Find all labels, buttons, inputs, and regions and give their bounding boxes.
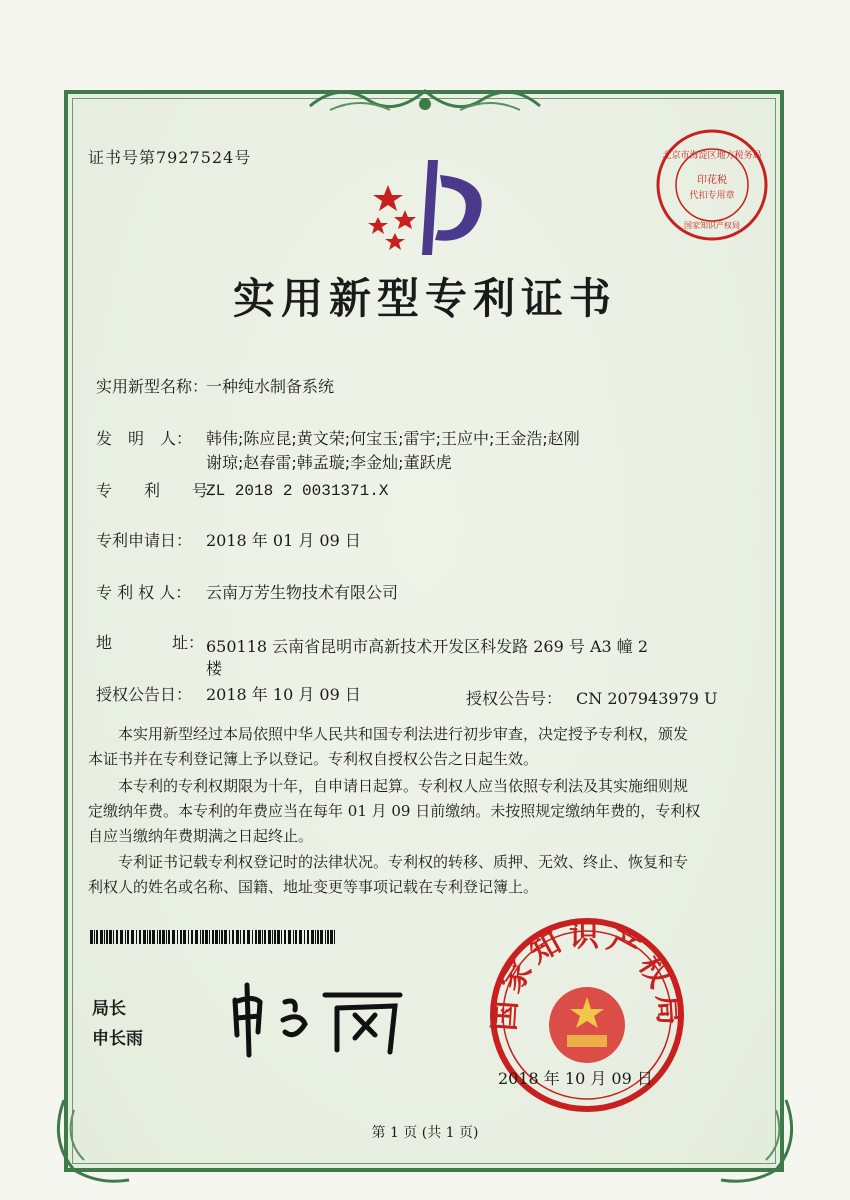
barcode-bar bbox=[136, 930, 137, 944]
patentee-value: 云南万芳生物技术有限公司 bbox=[206, 583, 399, 602]
barcode-bar bbox=[247, 930, 250, 944]
barcode-bar bbox=[152, 930, 155, 944]
barcode-bar bbox=[131, 930, 134, 944]
barcode-bar bbox=[205, 930, 208, 944]
director-name: 申长雨 bbox=[92, 1029, 143, 1049]
barcode-bar bbox=[240, 930, 241, 944]
inventors-line1: 韩伟;陈应昆;黄文荣;何宝玉;雷宇;王应中;王金浩;赵刚 bbox=[206, 429, 580, 448]
barcode-bar bbox=[195, 930, 198, 944]
barcode-bar bbox=[284, 930, 286, 944]
barcode bbox=[90, 930, 340, 944]
cnipa-logo bbox=[360, 155, 490, 260]
paragraph-3-line1: 专利证书记载专利权登记时的法律状况。专利权的转移、质押、无效、终止、恢复和专 bbox=[118, 853, 689, 871]
barcode-bar bbox=[262, 930, 263, 944]
grant-number-label: 授权公告号： bbox=[466, 689, 563, 708]
paragraph-1-line1: 本实用新型经过本局依照中华人民共和国专利法进行初步审查，决定授予专利权，颁发 bbox=[118, 725, 689, 743]
patent-number-label: 专 利 号： bbox=[96, 481, 225, 500]
barcode-bar bbox=[172, 930, 175, 944]
barcode-bar bbox=[94, 930, 95, 944]
barcode-bar bbox=[183, 930, 186, 944]
tax-seal bbox=[655, 128, 770, 243]
paragraph-2-line1: 本专利的专利权期限为十年，自申请日起算。专利权人应当依照专利法及其实施细则规 bbox=[118, 777, 689, 795]
page-footer: 第 1 页 (共 1 页) bbox=[371, 1125, 479, 1141]
barcode-bar bbox=[327, 930, 329, 944]
inventors-label: 发 明 人： bbox=[96, 429, 193, 448]
barcode-bar bbox=[109, 930, 112, 944]
barcode-bar bbox=[320, 930, 323, 944]
barcode-bar bbox=[90, 930, 93, 944]
barcode-bar bbox=[177, 930, 178, 944]
barcode-bar bbox=[304, 930, 305, 944]
paragraph-2 bbox=[88, 774, 738, 849]
barcode-bar bbox=[96, 930, 98, 944]
barcode-bar bbox=[219, 930, 220, 944]
director-signature bbox=[225, 980, 415, 1060]
barcode-bar bbox=[113, 930, 114, 944]
barcode-bar bbox=[236, 930, 239, 944]
issue-date: 2018 年 10 月 09 日 bbox=[498, 1069, 653, 1088]
patentee-label: 专 利 权 人： bbox=[96, 583, 192, 602]
paragraph-1 bbox=[88, 722, 738, 772]
grant-date-value: 2018 年 10 月 09 日 bbox=[206, 685, 361, 704]
application-date-value: 2018 年 01 月 09 日 bbox=[206, 531, 361, 550]
cnipa-seal-ring-text: 国家知识产权局 bbox=[487, 919, 687, 1032]
barcode-bar bbox=[215, 930, 218, 944]
tax-seal-bottom-text: 国家知识产权局 bbox=[684, 221, 740, 230]
barcode-bar bbox=[200, 930, 201, 944]
barcode-bar bbox=[315, 930, 316, 944]
tax-seal-ring-text: 北京市海淀区地方税务局 bbox=[662, 151, 762, 161]
barcode-bar bbox=[325, 930, 326, 944]
barcode-bar bbox=[106, 930, 108, 944]
barcode-bar bbox=[202, 930, 204, 944]
barcode-bar bbox=[243, 930, 245, 944]
barcode-bar bbox=[100, 930, 103, 944]
patent-number-value: ZL 2018 2 0031371.X bbox=[206, 482, 389, 500]
application-date-label: 专利申请日： bbox=[96, 531, 193, 550]
barcode-bar bbox=[274, 930, 276, 944]
address-line1: 650118 云南省昆明市高新技术开发区科发路 269 号 A3 幢 2 bbox=[206, 637, 649, 656]
utility-model-name-value: 一种纯水制备系统 bbox=[206, 377, 335, 396]
barcode-bar bbox=[277, 930, 280, 944]
barcode-bar bbox=[116, 930, 118, 944]
tax-seal-center-line1: 印花税 bbox=[697, 175, 727, 186]
barcode-bar bbox=[334, 930, 335, 944]
barcode-bar bbox=[252, 930, 253, 944]
tax-seal-center-line2: 代扣专用章 bbox=[689, 191, 735, 201]
paragraph-3 bbox=[88, 850, 738, 900]
barcode-bar bbox=[212, 930, 214, 944]
utility-model-name-label: 实用新型名称： bbox=[96, 377, 209, 396]
grant-date-label: 授权公告日： bbox=[96, 685, 193, 704]
barcode-bar bbox=[272, 930, 273, 944]
barcode-bar bbox=[268, 930, 271, 944]
barcode-bar bbox=[295, 930, 297, 944]
barcode-bar bbox=[288, 930, 291, 944]
paragraph-2-line2: 定缴纳年费。本专利的年费应当在每年 01 月 09 日前缴纳。未按照规定缴纳年费的，专利权 bbox=[88, 802, 701, 820]
barcode-bar bbox=[311, 930, 314, 944]
paragraph-1-line2: 本证书并在专利登记簿上予以登记。专利权自授权公告之日起生效。 bbox=[88, 750, 539, 768]
barcode-bar bbox=[281, 930, 282, 944]
barcode-bar bbox=[317, 930, 319, 944]
barcode-bar bbox=[255, 930, 257, 944]
barcode-bar bbox=[180, 930, 182, 944]
barcode-bar bbox=[232, 930, 234, 944]
barcode-bar bbox=[120, 930, 123, 944]
barcode-bar bbox=[188, 930, 189, 944]
barcode-bar bbox=[127, 930, 129, 944]
top-ornament bbox=[300, 76, 550, 126]
barcode-bar bbox=[221, 930, 223, 944]
paragraph-3-line2: 利权人的姓名或名称、国籍、地址变更等事项记载在专利登记簿上。 bbox=[88, 878, 539, 896]
barcode-bar bbox=[209, 930, 210, 944]
address-label-right: 址： bbox=[172, 633, 205, 652]
barcode-bar bbox=[166, 930, 167, 944]
barcode-bar bbox=[168, 930, 170, 944]
barcode-bar bbox=[299, 930, 302, 944]
barcode-bar bbox=[293, 930, 294, 944]
barcode-bar bbox=[157, 930, 158, 944]
address-label-left: 地 bbox=[96, 633, 113, 652]
barcode-bar bbox=[264, 930, 266, 944]
barcode-bar bbox=[229, 930, 230, 944]
barcode-bar bbox=[125, 930, 126, 944]
inventors-line2: 谢琼;赵春雷;韩孟璇;李金灿;董跃虎 bbox=[206, 453, 452, 472]
certificate-title: 实用新型专利证书 bbox=[232, 274, 617, 323]
barcode-bar bbox=[191, 930, 193, 944]
barcode-bar bbox=[147, 930, 148, 944]
barcode-bar bbox=[258, 930, 261, 944]
barcode-bar bbox=[143, 930, 146, 944]
barcode-bar bbox=[139, 930, 141, 944]
barcode-bar bbox=[159, 930, 161, 944]
barcode-bar bbox=[330, 930, 333, 944]
address-line2: 楼 bbox=[206, 659, 223, 678]
director-title: 局长 bbox=[92, 999, 126, 1019]
barcode-bar bbox=[224, 930, 227, 944]
barcode-bar bbox=[307, 930, 309, 944]
barcode-bar bbox=[162, 930, 165, 944]
paragraph-2-line3: 自应当缴纳年费期满之日起终止。 bbox=[88, 827, 314, 845]
grant-number-value: CN 207943979 U bbox=[576, 689, 718, 708]
barcode-bar bbox=[149, 930, 151, 944]
certificate-number: 证书号第7927524号 bbox=[88, 148, 252, 167]
barcode-bar bbox=[104, 930, 105, 944]
